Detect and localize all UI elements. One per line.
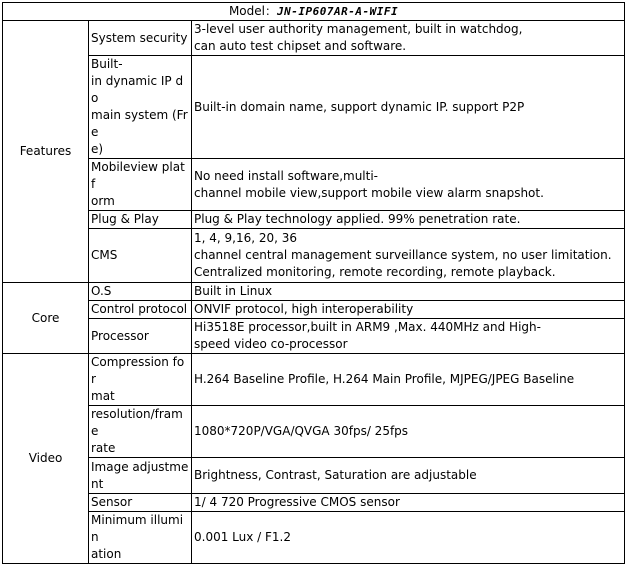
spec-key: Sensor <box>89 494 192 512</box>
spec-key: CMS <box>89 229 192 283</box>
spec-key: Built- in dynamic IP do main system (Fre e) <box>89 56 192 159</box>
spec-value: H.264 Baseline Profile, H.264 Main Profile, MJPEG/JPEG Baseline <box>192 354 625 406</box>
model-value: JN-IP607AR-A-WIFI <box>276 5 399 18</box>
spec-value: Built-in domain name, support dynamic IP. support P2P <box>192 56 625 159</box>
spec-key: O.S <box>89 283 192 301</box>
spec-key: Processor <box>89 319 192 354</box>
spec-value: Built in Linux <box>192 283 625 301</box>
spec-row <box>3 56 625 159</box>
spec-value: 1, 4, 9,16, 20, 36 channel central management surveillance system, no user limitation. Centralized monitoring, remote recording, remote playback. <box>192 229 625 283</box>
spec-row <box>3 211 625 229</box>
spec-row <box>3 494 625 512</box>
spec-row <box>3 301 625 319</box>
category-cell: Core <box>3 283 89 354</box>
model-label: Model： <box>228 4 277 18</box>
spec-row <box>3 21 625 56</box>
spec-row <box>3 458 625 494</box>
spec-value: 3-level user authority management, built in watchdog, can auto test chipset and software. <box>192 21 625 56</box>
spec-key: Minimum illumin ation <box>89 512 192 564</box>
spec-value: 1080*720P/VGA/QVGA 30fps/ 25fps <box>192 406 625 458</box>
spec-row <box>3 319 625 354</box>
spec-key: resolution/frame rate <box>89 406 192 458</box>
spec-value: ONVIF protocol, high interoperability <box>192 301 625 319</box>
spec-table <box>2 2 625 564</box>
spec-value: Plug & Play technology applied. 99% penetration rate. <box>192 211 625 229</box>
spec-row <box>3 229 625 283</box>
spec-row <box>3 283 625 301</box>
model-cell <box>3 3 625 21</box>
category-cell: Video <box>3 354 89 564</box>
spec-row <box>3 406 625 458</box>
spec-value: Brightness, Contrast, Saturation are adjustable <box>192 458 625 494</box>
spec-key: Compression for mat <box>89 354 192 406</box>
spec-row <box>3 354 625 406</box>
spec-sheet <box>2 2 624 564</box>
spec-key: Mobileview platf orm <box>89 159 192 211</box>
category-cell: Features <box>3 21 89 283</box>
spec-value: 1/ 4 720 Progressive CMOS sensor <box>192 494 625 512</box>
spec-row <box>3 512 625 564</box>
spec-key: System security <box>89 21 192 56</box>
spec-key: Image adjustme nt <box>89 458 192 494</box>
spec-row <box>3 159 625 211</box>
spec-key: Control protocol <box>89 301 192 319</box>
spec-value: 0.001 Lux / F1.2 <box>192 512 625 564</box>
spec-key: Plug & Play <box>89 211 192 229</box>
spec-value: Hi3518E processor,built in ARM9 ,Max. 440MHz and High- speed video co-processor <box>192 319 625 354</box>
spec-value: No need install software,multi- channel mobile view,support mobile view alarm snapshot. <box>192 159 625 211</box>
model-row <box>3 3 625 21</box>
